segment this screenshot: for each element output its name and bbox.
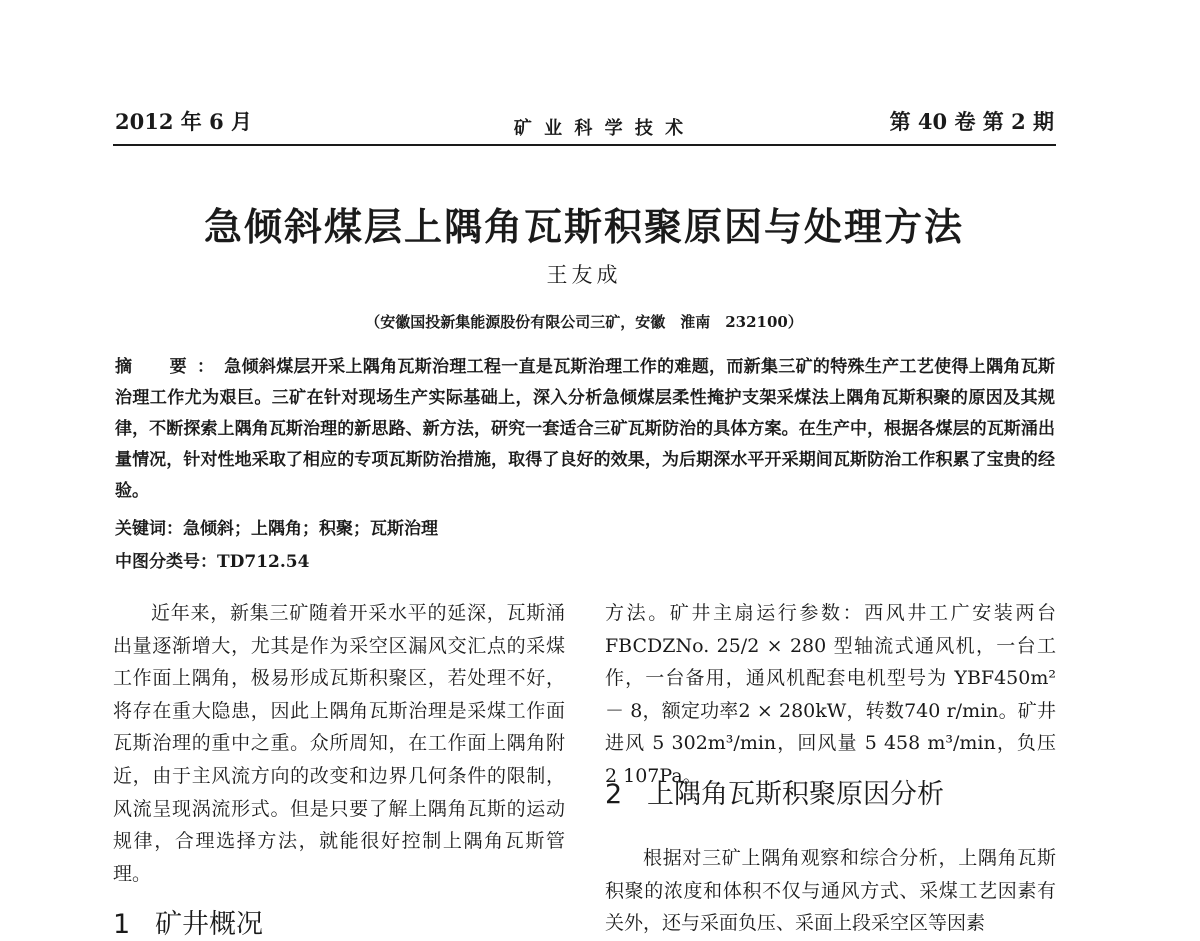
article-affiliation: （安徽国投新集能源股份有限公司三矿，安徽 淮南 232100） bbox=[365, 313, 803, 331]
header-rule bbox=[113, 144, 1056, 146]
section-1-title: 矿井概况 bbox=[155, 909, 263, 940]
keywords-label: 关键词： bbox=[115, 519, 183, 539]
classification bbox=[115, 547, 309, 572]
section-2-heading bbox=[605, 772, 944, 811]
header-date: 2012 年 6 月 bbox=[115, 109, 252, 134]
right-paragraph-2: 根据对三矿上隅角观察和综合分析，上隅角瓦斯积聚的浓度和体积不仅与通风方式、采煤工艺因素有关外，还与采面负压、采面上段采空区等因素 bbox=[605, 847, 1056, 935]
keywords-text: 急倾斜；上隅角；积聚；瓦斯治理 bbox=[183, 519, 438, 539]
article-title: 急倾斜煤层上隅角瓦斯积聚原因与处理方法 bbox=[203, 204, 964, 249]
section-2-title: 上隅角瓦斯积聚原因分析 bbox=[647, 779, 944, 810]
abstract-label: 摘 要： bbox=[115, 357, 225, 377]
abstract-text: 急倾斜煤层开采上隅角瓦斯治理工程一直是瓦斯治理工作的难题，而新集三矿的特殊生产工艺使得上隅角瓦斯治理工作尤为艰巨。三矿在针对现场生产实际基础上，深入分析急倾煤层柔性掩护支架采煤法上隅角瓦斯积聚的原因及其规律，不断探索上隅角瓦斯治理的新思路、新方法，研究一套适合三矿瓦斯防治的具体方案。在生产中，根据各煤层的瓦斯涌出量情况，针对性地采取了相应的专项瓦斯防治措施，取得了良好的效果，为后期深水平开采期间瓦斯防治工作积累了宝贵的经验。 bbox=[115, 357, 1056, 501]
left-paragraph-1: 近年来，新集三矿随着开采水平的延深，瓦斯涌出量逐渐增大，尤其是作为采空区漏风交汇点的采煤工作面上隅角，极易形成瓦斯积聚区，若处理不好，将存在重大隐患，因此上隅角瓦斯治理是采煤工作面瓦斯治理的重中之重。众所周知，在工作面上隅角附近，由于主风流方向的改变和边界几何条件的限制，风流呈现涡流形式。但是只要了解上隅角瓦斯的运动规律，合理选择方法，就能很好控制上隅角瓦斯管理。 bbox=[113, 602, 565, 885]
abstract bbox=[115, 352, 1055, 507]
keywords bbox=[115, 514, 438, 539]
right-column bbox=[605, 597, 1056, 793]
classification-label: 中图分类号： bbox=[115, 552, 217, 572]
section-1-heading bbox=[113, 902, 263, 941]
section-2-number: 2 bbox=[605, 779, 623, 810]
classification-text: TD712.54 bbox=[217, 552, 310, 572]
right-paragraph-1: 方法。矿井主扇运行参数：西风井工广安装两台 FBCDZNo. 25/2 × 280 型轴流式通风机，一台工作，一台备用，通风机配套电机型号为 YBF450m² － 8，额定功率2 × 280kW，转数740 r/min。矿井进风 5 302m³/min，回风量 5 458 m³/min，负压 2 107Pa。 bbox=[605, 602, 1056, 787]
header-issue: 第 40 卷 第 2 期 bbox=[889, 109, 1054, 134]
left-column bbox=[113, 597, 565, 890]
article-author: 王友成 bbox=[546, 263, 622, 287]
header-journal: 矿 业 科 学 技 术 bbox=[513, 118, 687, 139]
section-1-number: 1 bbox=[113, 909, 131, 940]
